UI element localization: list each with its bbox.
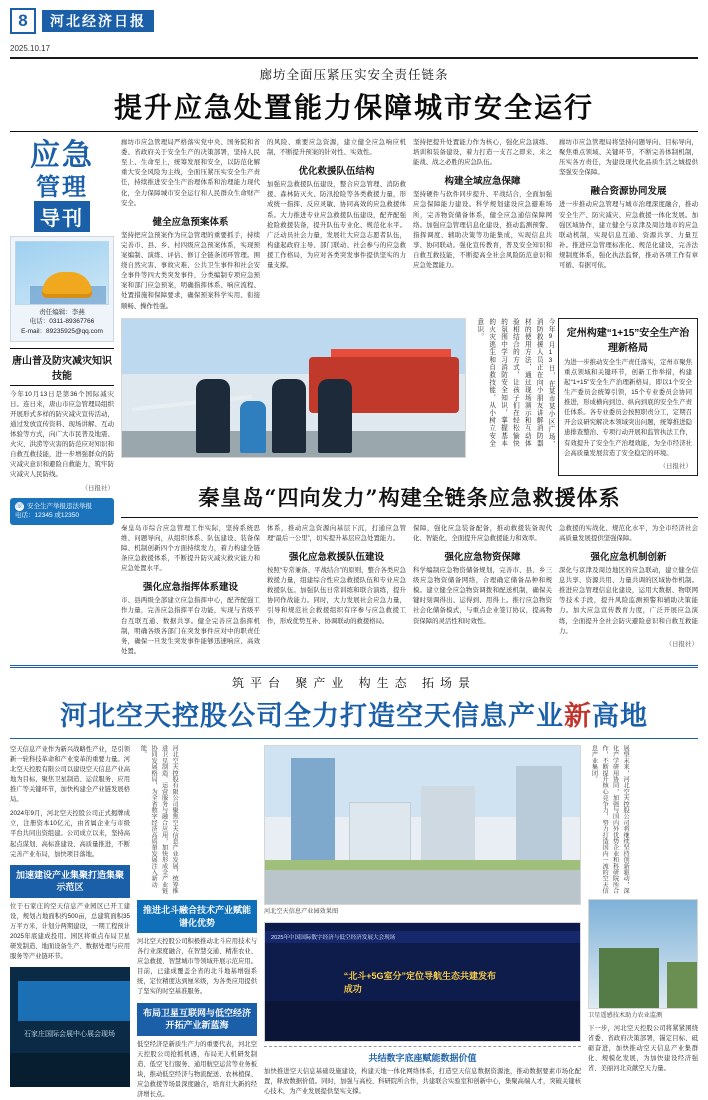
feature-tag-2: 推进北斗融合技术产业赋能谱化优势 xyxy=(137,900,257,933)
column-body: 秦皇岛市综合应急管理工作实际，坚持系统思维、问题导向，从组织体系、队伍建设、装备保障、机制创新四个方面持续发力，着力构建全链条应急救援体系，不断提升防灾减灾救灾能力和应急处置水平。 xyxy=(121,524,260,573)
conference-photo xyxy=(264,922,581,1042)
email-line: E-mail：89235925@qq.com xyxy=(21,328,103,336)
feature-intro: 空天信息产业作为新兴战略性产业，是引领新一轮科技革命和产业变革的重要力量。河北空天控股有限公司以建设空天信息产业高地为目标，聚焦卫星制造、运营服务、应用推广等关键环节，加快构建全产业链发展格局。 xyxy=(10,745,130,804)
feature-p3: 河北空天控股公司积极推动北斗应用技术与各行业深度融合，在智慧交通、精准农业、应急救援、智慧城市等领域开展示范应用。目前，已建成覆盖全省的北斗地基增强系统，定位精度达到厘米级，为各类应用提供了坚实的时空基准服务。 xyxy=(137,938,257,996)
feature-vertical-caption-right: 展望未来，河北空天控股公司将继续坚持创新驱动，深化产学研用协同，加强与国内外优势企业和科研院所合作，不断提升核心竞争力，努力打造国内一流的空天信息产业集团。 xyxy=(590,744,630,894)
feature-title xyxy=(10,694,698,733)
top-article-title: 提升应急处置能力保障城市安全运行 xyxy=(113,91,594,124)
column-body2: 进一步推动应急管理与城市治理深度融合，推动安全生产、防灾减灾、应急救援一体化发展。加强区域协作，建立健全与京津及周边地市的应急联动机制，实现信息互通、资源共享、力量互补。推进应急管理标准化、规范化建设，完善法规制度体系，强化执法监督，推动各项工作有章可循、有据可依。 xyxy=(559,201,698,270)
feature-p1: 2024年9月，河北空天控股公司正式揭牌成立，注册资本10亿元，由省属企业与市级平台共同出资组建。公司成立以来，坚持高起点谋划、高标准建设、高质量推进，不断完善产业布局，加快项目落地。 xyxy=(10,810,130,858)
feature-col-1 xyxy=(10,745,130,1100)
feature-title-tail: 高地 xyxy=(592,700,648,732)
column-body2: 按照“专常兼备、平战结合”的原则，整合各类应急救援力量，组建综合性应急救援队伍和专业应急救援队伍。加强队伍日常训练和联合演练，提升协同作战能力。同时，大力发展社会应急力量，引导和规范社会救援组织有序参与应急救援工作，形成优势互补、协调联动的救援格局。 xyxy=(267,566,406,625)
rail-title-bottom: 管理 xyxy=(36,171,88,201)
main-content xyxy=(121,138,698,657)
dingzhou-box xyxy=(558,318,698,476)
column-subhead: 强化应急指挥体系建设 xyxy=(142,582,238,594)
feature-p4: 低空经济是新质生产力的重要代表，河北空天控股公司抢抓机遇，布局无人机研发制造、低空飞行服务、通用航空运营等业务板块，推动低空经济与物流配送、农林植保、应急救援等场景深度融合，培育壮大新的经济增长点。 xyxy=(137,1040,257,1098)
booth-screen-text: 石家庄国际会展中心展会现场 xyxy=(24,1031,115,1039)
column-body: 坚持把提升处置能力作为核心，强化应急演练、培训和装备建设，着力打造一支召之即来、来之能战、战之必胜的应急队伍。 xyxy=(413,139,552,167)
column-subhead: 强化应急机制创新 xyxy=(590,551,667,563)
page-number: 8 xyxy=(10,8,36,34)
editor-line: 责任编辑：李燕 xyxy=(39,308,85,316)
column-body: 廊坊市应急管理局严格落实党中央、国务院和省委、省政府关于安全生产的决策部署，坚持人民至上、生命至上，统筹发展和安全，以防范化解重大安全风险为主线，全面压紧压实安全生产责任，持续推进安全生产治理体系和治理能力现代化，全力保障城市安全运行和人民群众生命财产安全。 xyxy=(121,139,260,207)
article-column xyxy=(413,138,552,312)
column-body2: 科学编制应急物资储备规划，完善市、县、乡三级应急物资储备网络，合理确定储备品种和规模。建立健全应急物资调拨和配送机制，确保关键时刻调得出、运得到、用得上。推行应急物资社会化储备模式，与重点企业签订协议，提高物资保障的灵活性和时效性。 xyxy=(413,566,552,625)
column-body2: 加强应急救援队伍建设，整合应急管理、消防救援、森林防灭火、防汛抢险等各类救援力量，形成统一指挥、反应灵敏、协同高效的应急救援体系。大力推进专业应急救援队伍建设，配齐配强抢险救援装备，提升队伍专业化、规范化水平。广泛动员社会力量，发展壮大应急志愿者队伍，构建起政府主导、部门联动、社会参与的应急救援工作格局，为应对各类突发事件提供坚实的力量支撑。 xyxy=(267,181,406,270)
feature-shoulder: 筑平台 聚产业 构生态 拓场景 xyxy=(231,675,476,690)
safety-hotline-banner xyxy=(10,498,114,526)
city-photo-caption: 河北空天信息产业园效果图 xyxy=(264,907,339,915)
feature-title-highlight: 新 xyxy=(564,700,592,732)
conference-logo-text: “北斗+5G室分”定位导航生态共建发布成功 xyxy=(343,971,497,995)
feature-tag-1: 加速建设产业集聚打造集聚示范区 xyxy=(10,865,130,898)
article-column xyxy=(267,138,406,312)
column-subhead: 融合资源协同发展 xyxy=(590,186,667,198)
dingzhou-body: 为进一步推动安全生产责任落实，定州市聚焦重点领域和关键环节，创新工作举措，构建起“1+15”安全生产治理新格局，即以1个安全生产委员会统筹引领，15个专业委员会协同推进，形成横向到边、纵向到底的安全生产责任体系。各专业委员会按照职责分工，定期召开会议研究解决本领域突出问题，统筹推进隐患排查整治、专项行动开展和监管执法工作，有效提升了安全生产治理效能，为全市经济社会高质量发展营造了安全稳定的环境。 xyxy=(564,358,692,457)
feature-col-3 xyxy=(264,745,581,1100)
column-body2: 坚持把应急预案作为应急管理的重要抓手，持续完善市、县、乡、村四级应急预案体系，实现预案编制、演练、评估、修订全链条闭环管理。围绕自然灾害、事故灾难、公共卫生事件和社会安全事件等四大类突发事件，分类编制专项应急预案和部门应急预案，明确指挥体系、响应流程、处置措施和保障要求，确保预案科学实用、衔接顺畅、操作性强。 xyxy=(121,231,260,310)
column-subhead: 构建全域应急保障 xyxy=(444,176,521,188)
column-body: 的风险、重要应急资源，建立健全应急响应机制，不断提升预案的针对性、实效性。 xyxy=(267,139,406,157)
article-column xyxy=(559,524,698,657)
column-body: 急救援的实战化、规范化水平，为全市经济社会高质量发展提供坚强保障。 xyxy=(559,524,698,542)
feature-blue-subhead: 共结数字底座赋能数据价值 xyxy=(368,1053,477,1064)
rail-illustration xyxy=(10,236,114,342)
conference-banner-text: 2025年中国国际数字经济与低空经济发展大会现场 xyxy=(271,935,396,942)
photo-row xyxy=(121,318,698,476)
top-article-header xyxy=(10,65,698,126)
exhibition-photo xyxy=(10,967,130,1087)
feature-col-4 xyxy=(588,745,698,1100)
article-column xyxy=(413,524,552,657)
photo-caption-wrap xyxy=(473,317,555,476)
safety-helmet-icon xyxy=(15,241,109,305)
feature-p6: 下一步，河北空天控股公司将紧紧围绕省委、省政府决策部署，锚定目标、砥砺奋进，加快推动空天信息产业集群化、规模化发展，为加快建设经济强省、美丽河北贡献空天力量。 xyxy=(588,1025,698,1073)
divider xyxy=(264,1046,581,1047)
feature-tag-3: 布局卫星互联网与低空经济开拓产业新蓝海 xyxy=(137,1003,257,1036)
column-subhead: 优化救援队伍结构 xyxy=(298,166,375,178)
phone-line: 电话：0311-89367766 xyxy=(29,318,95,326)
article-column xyxy=(559,138,698,312)
dingzhou-note: （日报社） xyxy=(659,462,692,470)
phone-icon: ☏ xyxy=(15,502,24,510)
feature-columns xyxy=(10,745,698,1100)
paper-name: 河北经济日报 xyxy=(42,10,154,32)
rail-section-title: 唐山普及防灾减灾知识技能 xyxy=(10,348,114,386)
rail-section-body: 今年10月13日是第36个国际减灾日。连日来，唐山市应急管理局组织开展形式多样的防灾减灾宣传活动，通过发放宣传资料、现场讲解、互动体验等方式，向广大市民普及地震、火灾、洪涝等灾害的防范应对知识和自救互救技能，进一步增强群众的防灾减灾意识和避险自救能力，筑牢防灾减灾人民防线。 xyxy=(10,390,114,479)
feature-p2: 位于石家庄的空天信息产业园区已开工建设，规划占地面积约500亩，总建筑面积35万平方米，计划分两期建设，一期工程预计2025年底建成投用。园区将重点布局卫星研发制造、地面设备生产、数据处理与应用服务等产业链环节。 xyxy=(10,902,130,961)
column-subhead: 强化应急救援队伍建设 xyxy=(288,551,384,563)
rail-section-note: （日报社） xyxy=(81,484,114,492)
publication-date: 2025.10.17 xyxy=(10,44,51,53)
feature-section xyxy=(10,665,698,1100)
column-body2: 深化与京津及周边地区的应急联动，建立健全信息共享、资源共用、力量共调的区域协作机制。推进应急管理信息化建设，运用大数据、物联网等技术手段，提升风险监测预警和辅助决策能力。加大应急宣传教育力度，广泛开展应急演练，全面提升全社会防灾避险意识和自救互救能力。 xyxy=(559,566,698,635)
top-article-shoulder: 廊坊全面压紧压实安全责任链条 xyxy=(259,68,449,82)
rail-title-top: 应急 xyxy=(30,138,94,173)
rail-badge: 导刊 xyxy=(34,201,90,232)
feature-col-2 xyxy=(137,745,257,1100)
satellite-remote-sensing-photo xyxy=(588,899,698,1009)
industrial-park-render-photo xyxy=(264,745,581,905)
divider xyxy=(10,738,698,739)
dingzhou-title: 定州构建“1+15”安全生产治理新格局 xyxy=(566,327,690,354)
feature-p5: 加快推进空天信息基础设施建设，构建天地一体化网络体系，打造空天信息数据资源池，推动数据要素市场化配置，释放数据价值。同时，加强与高校、科研院所合作，共建联合实验室和创新中心，集聚高端人才，突破关键核心技术，为产业发展提供坚实支撑。 xyxy=(264,1068,581,1096)
feature-title-main: 河北空天控股公司全力打造空天信息产业 xyxy=(60,700,564,732)
column-note: （日报社） xyxy=(665,640,698,648)
feature-vertical-caption-left: 河北空天控股有限公司聚焦空天信息产业发展，统筹推进卫星制造、运营服务与融合应用，加快形成全产业链协同发展格局，为全省数字经济高质量发展注入新动能。 xyxy=(139,744,179,894)
top-article-columns xyxy=(121,138,698,312)
divider xyxy=(10,131,698,132)
qinhuangdao-columns xyxy=(121,524,698,657)
left-rail xyxy=(10,138,114,657)
hotline-text: 电话：12345 或12350 xyxy=(15,512,79,520)
photo-caption: 今年9月13日，在某市某小区广场，消防救援人员正在向小朋友讲解消防器材的使用方法，通过现场演示和互动体验相结合的方式，让孩子们在轻松愉快的氛围中学习消防安全知识，掌握基本的火灾逃生和自救技能，从小树立安全意识。 xyxy=(475,317,555,449)
divider xyxy=(121,517,698,518)
column-body: 保障，强化应急装备配备，推动救援装备现代化、智能化，全面提升应急救援能力和效率。 xyxy=(413,524,552,542)
article-column xyxy=(121,524,260,657)
qinhuangdao-title: 秦皇岛“四向发力”构建全链条应急救援体系 xyxy=(198,484,621,510)
column-body: 体系，推动应急资源向基层下沉，打通应急管理“最后一公里”，切实提升基层应急处置能力。 xyxy=(267,524,406,542)
satellite-photo-caption: 卫星遥感技术助力农业监测 xyxy=(588,1011,663,1019)
hotline-title: 安全生产举报违法举报 xyxy=(27,502,92,510)
article-column xyxy=(121,138,260,312)
column-subhead: 强化应急物资保障 xyxy=(444,551,521,563)
masthead xyxy=(10,8,698,59)
column-body2: 市、县两级全部建立应急指挥中心，配齐配强工作力量，完善应急指挥平台功能，实现与省级平台互联互通、数据共享。健全完善应急指挥机制，明确各级各部门在突发事件应对中的职责任务，确保一旦发生突发事件能够迅速响应、高效处置。 xyxy=(121,597,260,655)
fire-drill-photo xyxy=(121,318,466,458)
column-body2: 坚持硬件与软件同步提升、平战结合，全面加强应急保障能力建设。科学规划建设应急避难场所，完善物资储备体系，健全应急通信保障网络。加强应急管理信息化建设，推动监测预警、指挥调度、辅助决策等功能集成，实现信息共享、协同联动。强化宣传教育，普及安全知识和自救互救技能，不断提高全社会风险防范意识和应急处置能力。 xyxy=(413,191,552,270)
column-body: 廊坊市应急管理局将坚持问题导向、目标导向，聚焦重点领域、关键环节，不断完善体制机制，压实各方责任，为建设现代化品质生活之城提供坚强安全保障。 xyxy=(559,139,698,177)
column-subhead: 健全应急预案体系 xyxy=(152,216,229,228)
article-column xyxy=(267,524,406,657)
